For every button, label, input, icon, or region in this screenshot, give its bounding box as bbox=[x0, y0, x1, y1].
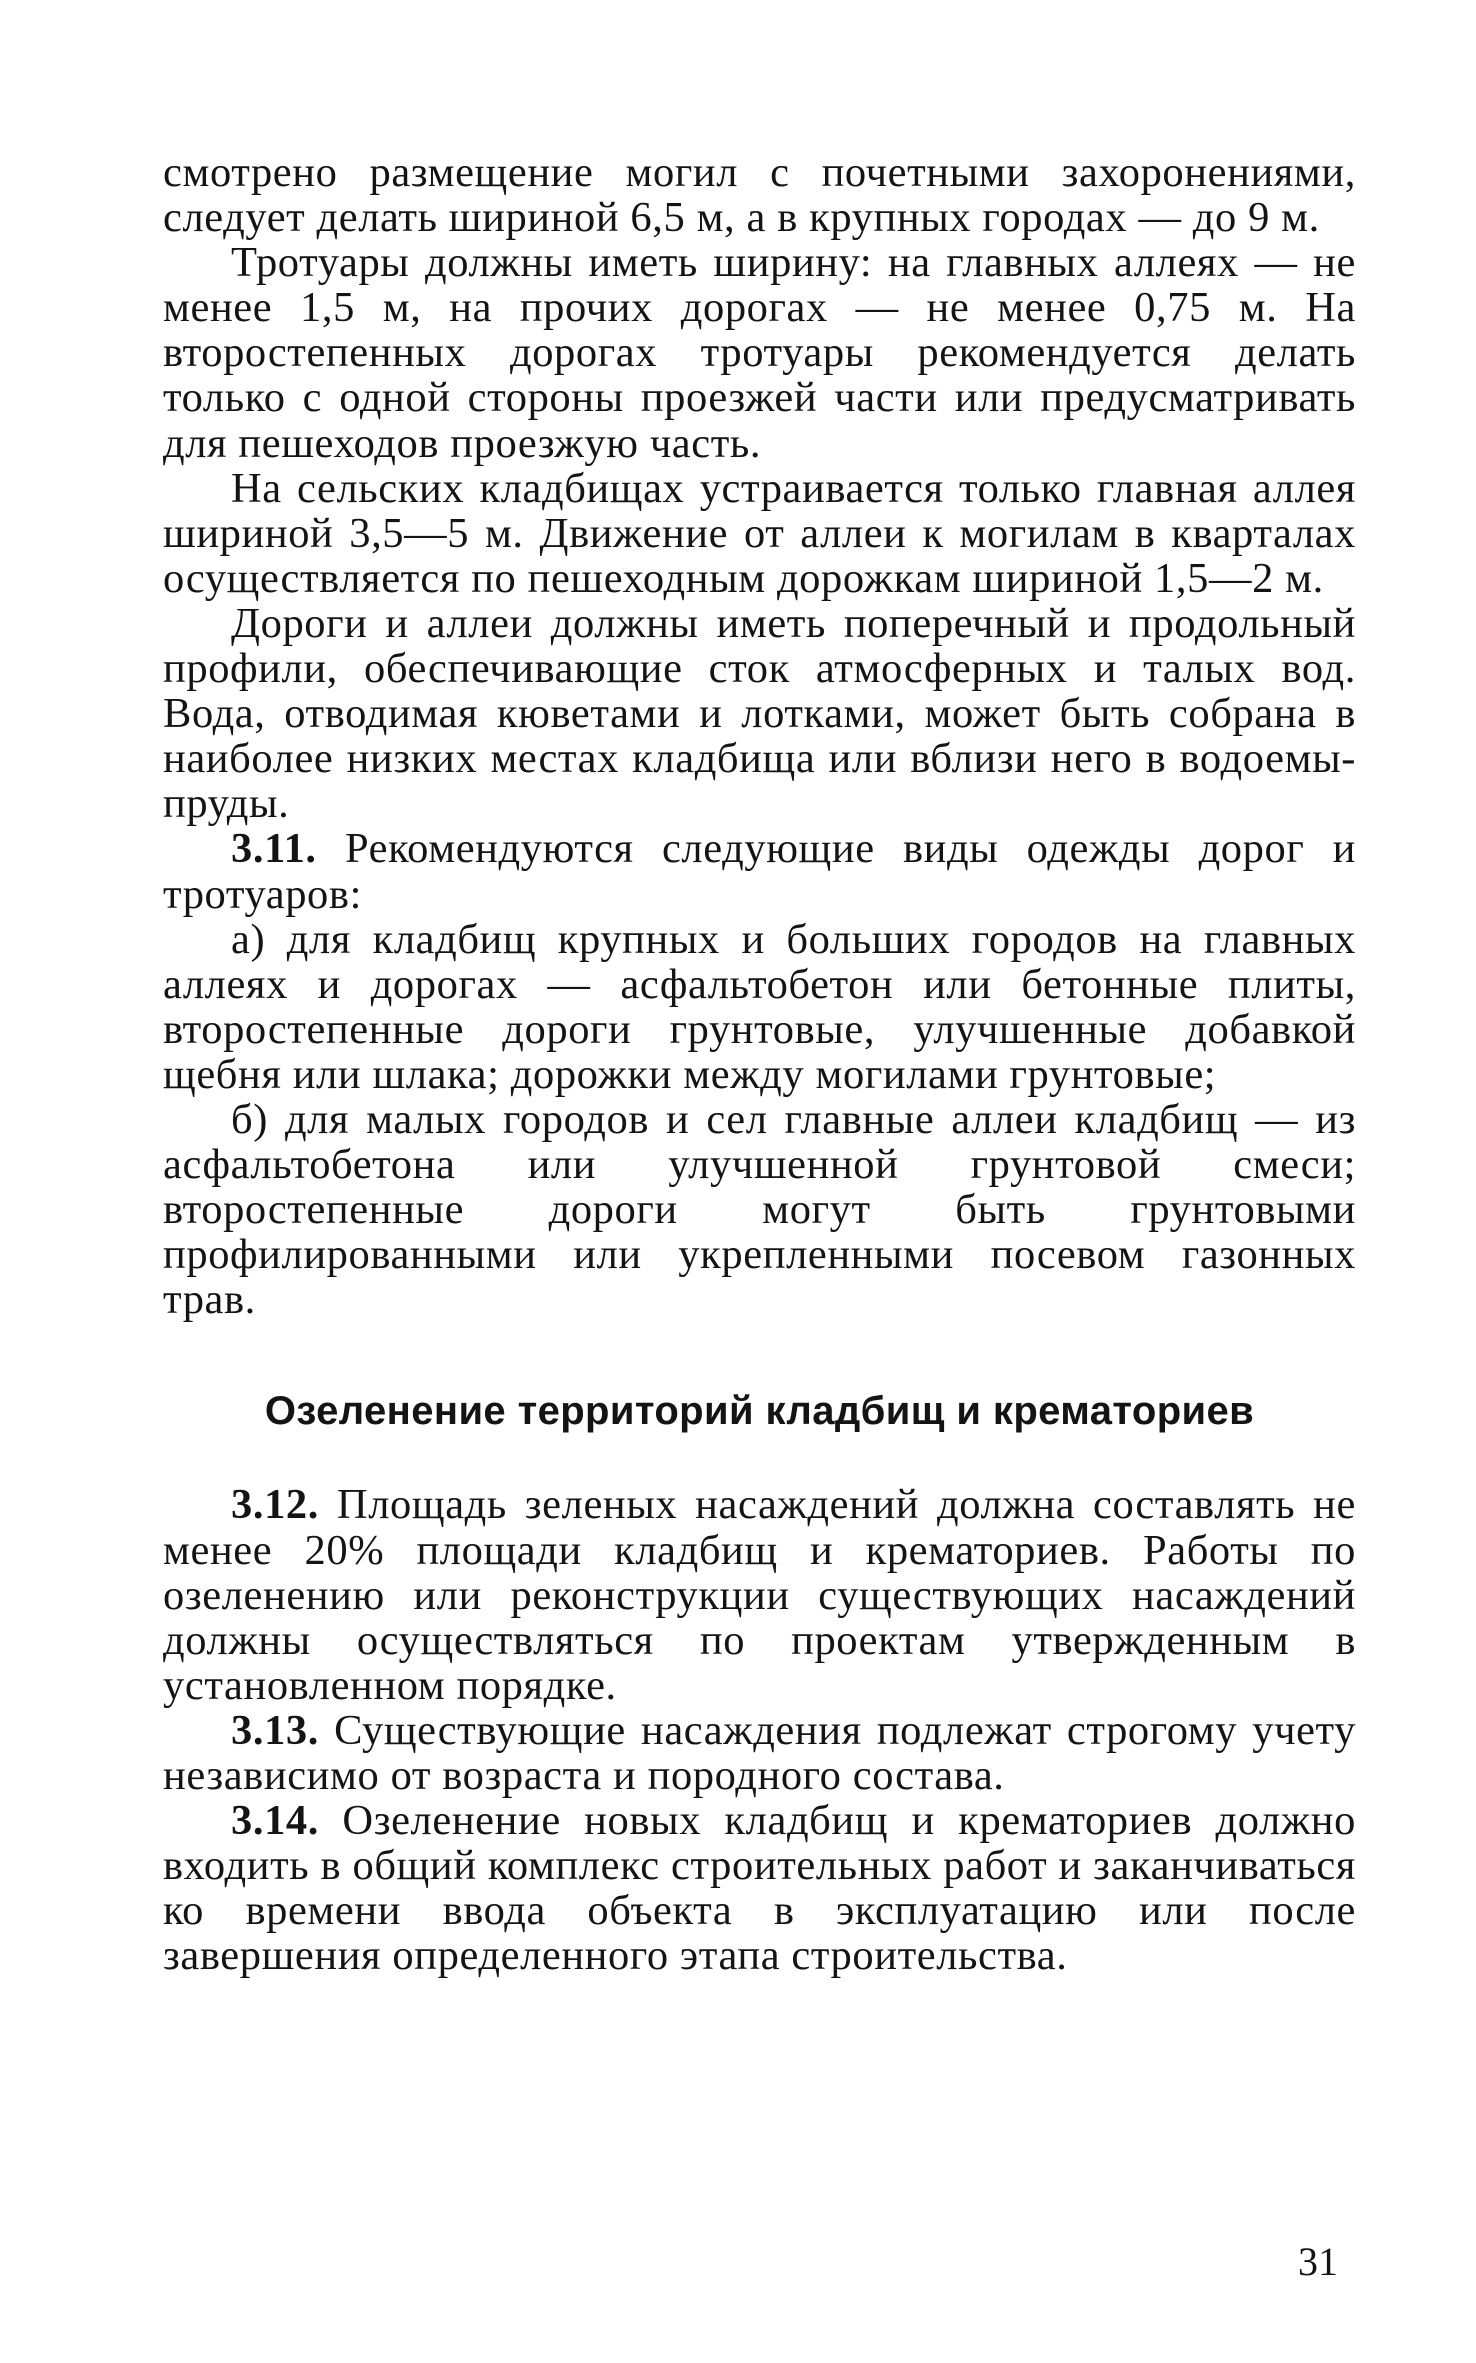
paragraph-road-profiles bbox=[163, 601, 1356, 826]
paragraph-text: б) для малых городов и сел главные аллеи кладбищ — из асфальтобетона или улучшенной грунтовой смеси; второстепенные дороги могут быть грунтовыми профилированными или укрепленными посевом газонных трав. bbox=[163, 1095, 1356, 1324]
paragraph-text: Озеленение новых кладбищ и крематориев должно входить в общий комплекс строительных работ и заканчиваться ко времени ввода объекта в эксплуатацию или после завершения определенного этапа строительства. bbox=[163, 1797, 1356, 1980]
paragraph-3-12 bbox=[163, 1482, 1356, 1707]
paragraph-text: Рекомендуются следующие виды одежды дорог и тротуаров: bbox=[163, 825, 1356, 918]
paragraph-item-b bbox=[163, 1097, 1356, 1322]
paragraph-rural-cemeteries bbox=[163, 466, 1356, 601]
paragraph-number: 3.12. bbox=[231, 1481, 319, 1529]
section-heading: Озеленение территорий кладбищ и крематориев bbox=[264, 1389, 1255, 1434]
paragraph-3-13 bbox=[163, 1708, 1356, 1798]
paragraph-3-11 bbox=[163, 826, 1356, 916]
paragraph-text: а) для кладбищ крупных и больших городов на главных аллеях и дорогах — асфальтобетон или бетонные плиты, второстепенные дороги грунтовые, улучшенные добавкой щебня или шлака; дорожки между могилами грунтовые; bbox=[163, 915, 1356, 1098]
page-body bbox=[163, 150, 1356, 1978]
paragraph-text: смотрено размещение могил с почетными захоронениями, следует делать шириной 6,5 м, а в крупных городах — до 9 м. bbox=[163, 149, 1356, 242]
page-number: 31 bbox=[1298, 2239, 1338, 2284]
paragraph-text: Площадь зеленых насаждений должна составлять не менее 20% площади кладбищ и крематориев. Работы по озеленению или реконструкции существующих насаждений должны осуществляться по проектам утвержденным в установленном порядке. bbox=[163, 1481, 1356, 1709]
paragraph-number: 3.14. bbox=[231, 1797, 319, 1845]
paragraph-sidewalks bbox=[163, 240, 1356, 465]
paragraph-continuation bbox=[163, 150, 1356, 240]
paragraph-text: Существующие насаждения подлежат строгому учету независимо от возраста и породного состава. bbox=[163, 1706, 1356, 1799]
paragraph-number: 3.11. bbox=[231, 825, 317, 873]
paragraph-text: Дороги и аллеи должны иметь поперечный и продольный профили, обеспечивающие сток атмосферных и талых вод. Вода, отводимая кюветами и лотками, может быть собрана в наиболее низких местах кладбища или вблизи него в водоемы-пруды. bbox=[163, 599, 1356, 828]
paragraph-text: На сельских кладбищах устраивается только главная аллея шириной 3,5—5 м. Движение от аллеи к могилам в кварталах осуществляется по пешеходным дорожкам шириной 1,5—2 м. bbox=[163, 464, 1356, 602]
paragraph-number: 3.13. bbox=[231, 1706, 319, 1754]
paragraph-item-a bbox=[163, 917, 1356, 1097]
paragraph-3-14 bbox=[163, 1798, 1356, 1978]
paragraph-text: Тротуары должны иметь ширину: на главных аллеях — не менее 1,5 м, на прочих дорогах — не менее 0,75 м. На второстепенных дорогах тротуары рекомендуется делать только с одной стороны проезжей части или предусматривать для пешеходов проезжую часть. bbox=[163, 239, 1356, 467]
